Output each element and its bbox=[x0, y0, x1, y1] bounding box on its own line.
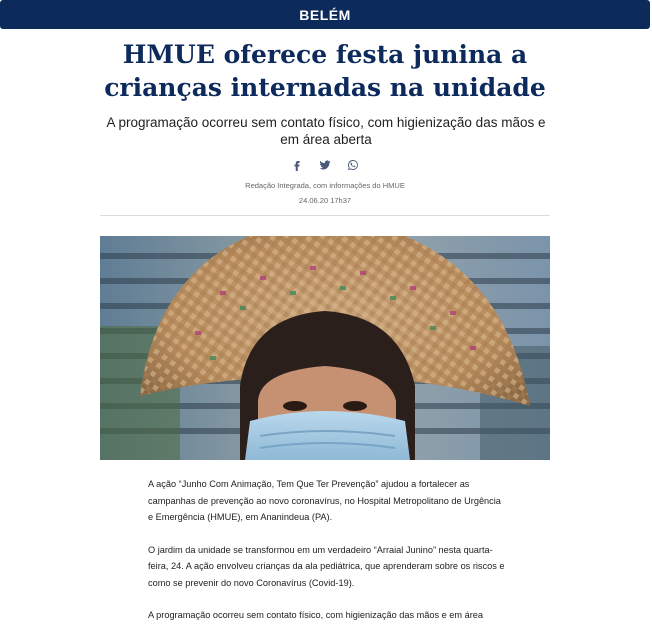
section-label[interactable]: BELÉM bbox=[299, 6, 351, 23]
section-header-bar[interactable] bbox=[0, 0, 650, 29]
divider bbox=[100, 215, 550, 216]
article-paragraph: O jardim da unidade se transformou em um verdadeiro “Arraial Junino” nesta quarta-feira, 24. A ação envolveu crianças da ala pediátrica, que aprenderam sobre os riscos e como se prevenir do novo Coronavírus (Covid-19). bbox=[148, 544, 505, 588]
article-subtitle: A programação ocorreu sem contato físico, com higienização das mãos e em área aberta bbox=[106, 115, 546, 147]
facebook-icon bbox=[291, 159, 303, 171]
article-body bbox=[148, 476, 508, 640]
article-byline: Redação Integrada, com informações do HMUE bbox=[245, 181, 405, 190]
share-twitter-button[interactable] bbox=[318, 158, 332, 172]
article-paragraph: A ação “Junho Com Animação, Tem Que Ter Prevenção” ajudou a fortalecer as campanhas de prevenção ao novo coronavírus, no Hospital Metropolitano de Urgência e Emergência (HMUE), em Ananindeua (PA). bbox=[148, 479, 501, 522]
article-title: HMUE oferece festa junina a crianças internadas na unidade bbox=[104, 40, 546, 102]
whatsapp-icon bbox=[347, 159, 359, 171]
article-paragraph: A programação ocorreu sem contato físico, com higienização das mãos e em área bbox=[148, 610, 484, 620]
article-date: 24.06.20 17h37 bbox=[298, 196, 352, 205]
child-with-straw-hat-photo bbox=[100, 236, 550, 460]
share-facebook-button[interactable] bbox=[290, 158, 304, 172]
twitter-icon bbox=[319, 159, 331, 171]
article-photo bbox=[100, 236, 550, 460]
share-whatsapp-button[interactable] bbox=[346, 158, 360, 172]
share-bar bbox=[0, 158, 650, 172]
